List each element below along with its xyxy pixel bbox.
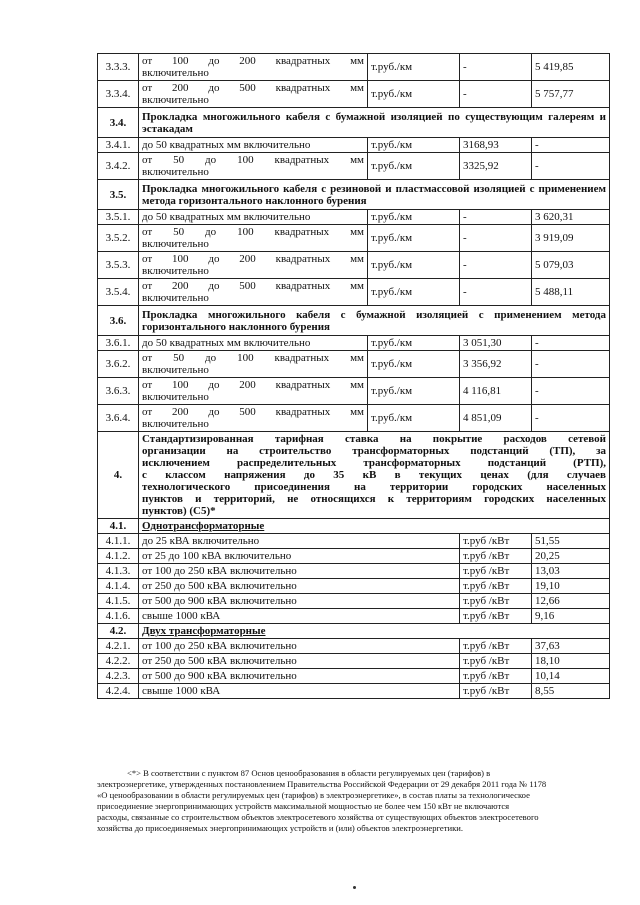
row-description: от 100 до 200 квадратных мм включительно xyxy=(139,252,368,279)
footnote-line: «О ценообразовании в области регулируемых цен (тарифов) в электроэнергетике», в состав платы за технологическое xyxy=(97,790,530,800)
row-value-a: 20,25 xyxy=(532,549,610,564)
row-value-a: 9,16 xyxy=(532,609,610,624)
row-value-a: 18,10 xyxy=(532,654,610,669)
section-title: Стандартизированная тарифная ставка на покрытие расходов сетевой организации на строительство трансформаторных подстанций (ТП), за исключением распределительных трансформаторных подстанций (РТП), с классом напряжения до 35 кВ в текущих ценах (для случаев технологического присоединения на территории городских населенных пунктов и территорий, не относящихся к территориям городских населенных пунктов) (С5)* xyxy=(139,432,610,519)
row-value-b: - xyxy=(532,336,610,351)
section-number: 3.5. xyxy=(98,180,139,210)
row-description: до 25 кВА включительно xyxy=(139,534,460,549)
row-unit: т.руб./км xyxy=(368,153,460,180)
row-value-b: - xyxy=(532,378,610,405)
row-value-a: 3325,92 xyxy=(460,153,532,180)
row-description: от 250 до 500 кВА включительно xyxy=(139,654,460,669)
scan-dot xyxy=(353,886,356,889)
row-description: от 250 до 500 кВА включительно xyxy=(139,579,460,594)
row-unit: т.руб./км xyxy=(368,336,460,351)
table-row xyxy=(98,210,610,225)
row-number: 3.5.4. xyxy=(98,279,139,306)
row-number: 3.5.2. xyxy=(98,225,139,252)
row-unit: т.руб /кВт xyxy=(460,549,532,564)
row-unit: т.руб./км xyxy=(368,405,460,432)
row-number: 3.5.1. xyxy=(98,210,139,225)
row-number: 3.5.3. xyxy=(98,252,139,279)
row-value-b: 5 488,11 xyxy=(532,279,610,306)
section-header-row xyxy=(98,624,610,639)
section-header-row xyxy=(98,180,610,210)
row-value-a: 10,14 xyxy=(532,669,610,684)
row-value-a: 3 051,30 xyxy=(460,336,532,351)
table-row xyxy=(98,336,610,351)
section-header-row xyxy=(98,432,610,519)
row-value-b: 3 620,31 xyxy=(532,210,610,225)
table-row xyxy=(98,351,610,378)
row-number: 4.2.2. xyxy=(98,654,139,669)
row-unit: т.руб /кВт xyxy=(460,564,532,579)
row-unit: т.руб /кВт xyxy=(460,684,532,699)
row-value-a: - xyxy=(460,210,532,225)
section-number: 4. xyxy=(98,432,139,519)
row-description: до 50 квадратных мм включительно xyxy=(139,336,368,351)
table-row xyxy=(98,54,610,81)
row-number: 4.1.4. xyxy=(98,579,139,594)
row-description: от 500 до 900 кВА включительно xyxy=(139,669,460,684)
table-row xyxy=(98,654,610,669)
row-number: 4.2.4. xyxy=(98,684,139,699)
row-value-b: - xyxy=(532,405,610,432)
row-description: от 100 до 250 кВА включительно xyxy=(139,564,460,579)
row-value-a: - xyxy=(460,81,532,108)
row-value-a: 51,55 xyxy=(532,534,610,549)
tariff-table xyxy=(97,53,610,699)
row-value-b: 5 757,77 xyxy=(532,81,610,108)
row-unit: т.руб./км xyxy=(368,225,460,252)
row-value-b: - xyxy=(532,153,610,180)
table-row xyxy=(98,639,610,654)
row-value-a: 37,63 xyxy=(532,639,610,654)
table-row xyxy=(98,279,610,306)
row-description: от 50 до 100 квадратных мм включительно xyxy=(139,225,368,252)
row-unit: т.руб /кВт xyxy=(460,534,532,549)
row-description: от 100 до 200 квадратных мм включительно xyxy=(139,378,368,405)
row-value-b: 3 919,09 xyxy=(532,225,610,252)
section-title: Прокладка многожильного кабеля с резиновой и пластмассовой изоляцией с применением метода горизонтального наклонного бурения xyxy=(139,180,610,210)
section-number: 3.4. xyxy=(98,108,139,138)
row-number: 3.4.2. xyxy=(98,153,139,180)
footnote xyxy=(97,768,609,834)
row-description: от 25 до 100 кВА включительно xyxy=(139,549,460,564)
footnote-line: электроэнергетике, утвержденных постановлением Правительства Российской Федерации от 29 декабря 2011 года № 1178 xyxy=(97,779,547,789)
section-header-row xyxy=(98,519,610,534)
row-value-a: - xyxy=(460,225,532,252)
row-description: от 50 до 100 квадратных мм включительно xyxy=(139,351,368,378)
row-unit: т.руб./км xyxy=(368,279,460,306)
row-unit: т.руб./км xyxy=(368,54,460,81)
row-value-a: - xyxy=(460,252,532,279)
row-number: 3.4.1. xyxy=(98,138,139,153)
row-description: от 200 до 500 квадратных мм включительно xyxy=(139,279,368,306)
row-value-b: - xyxy=(532,351,610,378)
table-row xyxy=(98,549,610,564)
section-title: Прокладка многожильного кабеля с бумажной изоляцией по существующим галереям и эстакадам xyxy=(139,108,610,138)
footnote-line: хозяйства до присоединяемых энергопринимающих устройств и (или) объектов электроэнергетики. xyxy=(97,823,464,833)
row-description: от 50 до 100 квадратных мм включительно xyxy=(139,153,368,180)
row-number: 3.3.3. xyxy=(98,54,139,81)
footnote-line: присоединение энергопринимающих устройств максимальной мощностью не более чем 150 кВт не включаются xyxy=(97,801,510,811)
row-description: свыше 1000 кВА xyxy=(139,684,460,699)
row-number: 4.1.3. xyxy=(98,564,139,579)
row-value-a: - xyxy=(460,279,532,306)
row-unit: т.руб /кВт xyxy=(460,579,532,594)
row-number: 3.6.3. xyxy=(98,378,139,405)
table-row xyxy=(98,81,610,108)
row-unit: т.руб /кВт xyxy=(460,654,532,669)
row-number: 4.2.1. xyxy=(98,639,139,654)
row-value-a: 19,10 xyxy=(532,579,610,594)
row-unit: т.руб /кВт xyxy=(460,594,532,609)
row-unit: т.руб./км xyxy=(368,252,460,279)
row-value-b: 5 419,85 xyxy=(532,54,610,81)
section-title: Однотрансформаторные xyxy=(139,519,610,534)
footnote-line: <*> В соответствии с пунктом 87 Основ ценообразования в области регулируемых цен (тарифов) в xyxy=(127,768,491,778)
table-row xyxy=(98,153,610,180)
row-description: до 50 квадратных мм включительно xyxy=(139,138,368,153)
row-number: 4.1.2. xyxy=(98,549,139,564)
row-description: от 100 до 250 кВА включительно xyxy=(139,639,460,654)
section-number: 3.6. xyxy=(98,306,139,336)
row-unit: т.руб./км xyxy=(368,138,460,153)
row-description: до 50 квадратных мм включительно xyxy=(139,210,368,225)
row-unit: т.руб /кВт xyxy=(460,609,532,624)
table-row xyxy=(98,138,610,153)
row-value-a: 4 116,81 xyxy=(460,378,532,405)
row-value-a: 4 851,09 xyxy=(460,405,532,432)
row-unit: т.руб./км xyxy=(368,378,460,405)
row-unit: т.руб./км xyxy=(368,81,460,108)
section-header-row xyxy=(98,306,610,336)
row-unit: т.руб./км xyxy=(368,210,460,225)
table-row xyxy=(98,594,610,609)
table-row xyxy=(98,684,610,699)
table-row xyxy=(98,225,610,252)
section-title: Прокладка многожильного кабеля с бумажной изоляцией с применением метода горизонтального наклонного бурения xyxy=(139,306,610,336)
row-value-a: 12,66 xyxy=(532,594,610,609)
table-row xyxy=(98,405,610,432)
section-number: 4.2. xyxy=(98,624,139,639)
row-number: 3.6.2. xyxy=(98,351,139,378)
table-row xyxy=(98,579,610,594)
row-value-a: 3168,93 xyxy=(460,138,532,153)
section-number: 4.1. xyxy=(98,519,139,534)
row-value-b: - xyxy=(532,138,610,153)
row-value-a: 8,55 xyxy=(532,684,610,699)
row-value-a: - xyxy=(460,54,532,81)
row-number: 3.3.4. xyxy=(98,81,139,108)
table-row xyxy=(98,252,610,279)
row-number: 4.2.3. xyxy=(98,669,139,684)
row-number: 4.1.6. xyxy=(98,609,139,624)
row-value-b: 5 079,03 xyxy=(532,252,610,279)
row-number: 4.1.5. xyxy=(98,594,139,609)
row-value-a: 13,03 xyxy=(532,564,610,579)
row-description: от 500 до 900 кВА включительно xyxy=(139,594,460,609)
footnote-line: расходы, связанные со строительством объектов электросетевого хозяйства от существующих объектов электросетевого xyxy=(97,812,539,822)
row-description: от 100 до 200 квадратных мм включительно xyxy=(139,54,368,81)
table-row xyxy=(98,609,610,624)
row-number: 4.1.1. xyxy=(98,534,139,549)
row-unit: т.руб./км xyxy=(368,351,460,378)
row-number: 3.6.4. xyxy=(98,405,139,432)
row-description: свыше 1000 кВА xyxy=(139,609,460,624)
section-title: Двух трансформаторные xyxy=(139,624,610,639)
section-header-row xyxy=(98,108,610,138)
row-number: 3.6.1. xyxy=(98,336,139,351)
table-row xyxy=(98,534,610,549)
row-description: от 200 до 500 квадратных мм включительно xyxy=(139,405,368,432)
row-description: от 200 до 500 квадратных мм включительно xyxy=(139,81,368,108)
table-row xyxy=(98,669,610,684)
row-value-a: 3 356,92 xyxy=(460,351,532,378)
table-row xyxy=(98,564,610,579)
row-unit: т.руб /кВт xyxy=(460,639,532,654)
table-row xyxy=(98,378,610,405)
row-unit: т.руб /кВт xyxy=(460,669,532,684)
